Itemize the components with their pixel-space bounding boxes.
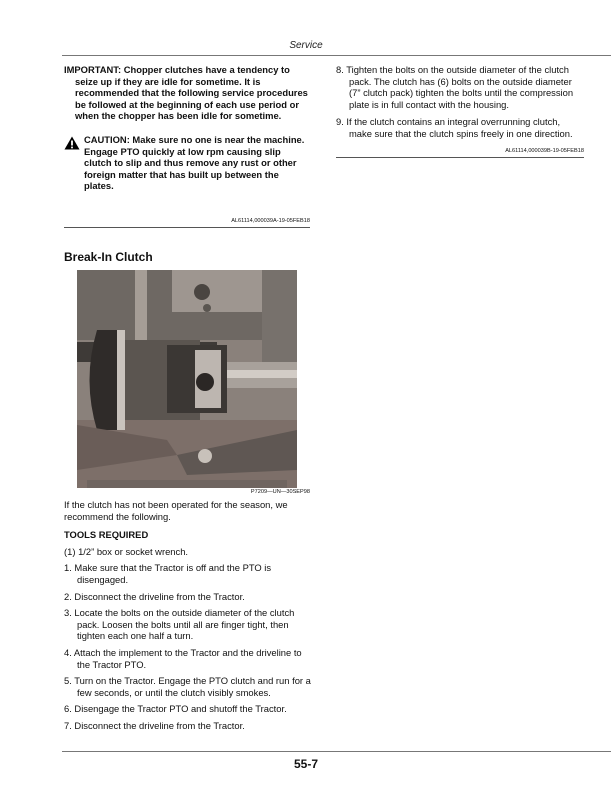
tool-item: (1) 1/2” box or socket wrench. <box>64 545 189 557</box>
section-title: Break-In Clutch <box>64 250 153 264</box>
step-2: 2. Disconnect the driveline from the Tractor. <box>64 590 245 602</box>
step-7: 7. Disconnect the driveline from the Tractor. <box>64 719 245 731</box>
step-4: 4. Attach the implement to the Tractor and the driveline to the Tractor PTO. <box>64 646 302 670</box>
header-divider <box>62 55 611 56</box>
left-instructions <box>64 499 312 732</box>
reference-code-left: AL61114,000039A-19-05FEB18 <box>64 218 310 228</box>
caution-label: CAUTION: <box>84 133 130 145</box>
warning-triangle-icon <box>64 136 80 150</box>
caution-text-block <box>84 134 310 192</box>
important-note <box>64 64 310 122</box>
important-label: IMPORTANT: <box>64 64 122 75</box>
clutch-photo <box>77 270 297 488</box>
step-3: 3. Locate the bolts on the outside diameter of the clutch pack. Loosen the bolts until all are finger tight, then tighten each one half a turn. <box>64 607 295 642</box>
caution-text: Make sure no one is near the machine. Engage PTO quickly at low rpm causing slip clutch to slip and thus remove any rust or other foreign matter that has built up between the plates. <box>84 133 305 192</box>
reference-code-right: AL61114,000039B-19-05FEB18 <box>336 148 584 158</box>
page-number: 55-7 <box>293 757 319 771</box>
tools-heading: TOOLS REQUIRED <box>64 529 149 541</box>
step-1: 1. Make sure that the Tractor is off and the PTO is disengaged. <box>64 562 272 585</box>
clutch-photo-drawing <box>77 270 297 488</box>
figure-caption: P7209—UN—30SEP98 <box>250 489 310 495</box>
step-8: 8. Tighten the bolts on the outside diameter of the clutch pack. The clutch has (6) bolts on the outside diameter (7” clutch pack) tighten the bolts until the compression plate is in full contact with the housing. <box>336 64 574 110</box>
intro-paragraph: If the clutch has not been operated for the season, we recommend the following. <box>64 499 288 522</box>
right-column <box>336 64 584 158</box>
page-header-title: Service <box>289 40 323 51</box>
step-5: 5. Turn on the Tractor. Engage the PTO clutch and run for a few seconds, or until the clutch visibly smokes. <box>64 675 311 698</box>
step-9: 9. If the clutch contains an integral overrunning clutch, make sure that the clutch spins freely in one direction. <box>336 116 573 139</box>
step-6: 6. Disengage the Tractor PTO and shutoff the Tractor. <box>64 703 287 715</box>
important-text: Chopper clutches have a tendency to seize up if they are idle for sometime. It is recommended that the following service procedures be followed at the beginning of each use period or when the chopper has been idle for sometime. <box>75 64 308 122</box>
footer-divider <box>62 751 611 752</box>
left-column <box>64 64 310 192</box>
caution-note <box>64 134 310 192</box>
